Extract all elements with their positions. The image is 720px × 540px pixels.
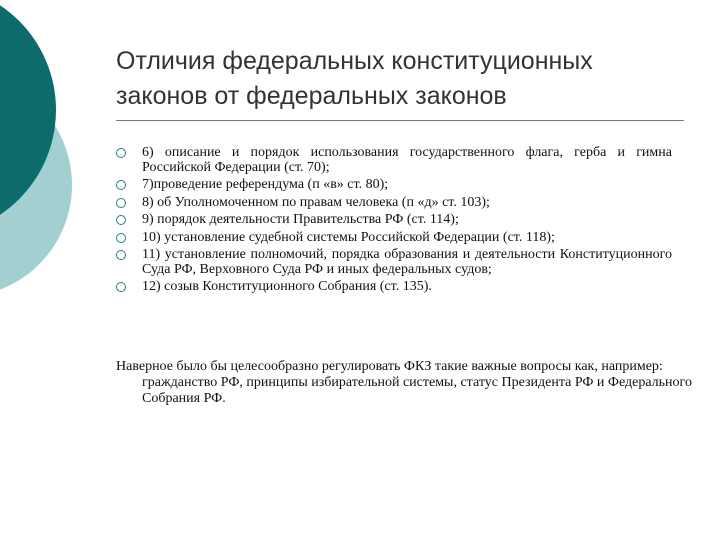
title-divider <box>116 120 684 121</box>
list-item <box>116 248 672 277</box>
decorative-circles <box>0 0 110 290</box>
bullet-list <box>116 146 672 298</box>
ring-bullet-icon <box>116 250 126 260</box>
ring-bullet-icon <box>116 180 126 190</box>
ring-bullet-icon <box>116 282 126 292</box>
list-item-text: 6) описание и порядок использования государственного флага, герба и гимна Российской Федерации (ст. 70); <box>142 145 672 175</box>
list-item <box>116 196 672 211</box>
list-item <box>116 231 672 246</box>
list-item <box>116 280 672 295</box>
ring-bullet-icon <box>116 215 126 225</box>
list-item-text: 12) созыв Конституционного Собрания (ст. 135). <box>142 279 432 294</box>
title-line-2: законов от федеральных законов <box>116 82 507 110</box>
list-item <box>116 146 672 175</box>
list-item-text: 9) порядок деятельности Правительства РФ (ст. 114); <box>142 212 459 227</box>
list-item <box>116 178 672 193</box>
slide-title <box>116 44 686 114</box>
ring-bullet-icon <box>116 148 126 158</box>
ring-bullet-icon <box>116 233 126 243</box>
ring-bullet-icon <box>116 198 126 208</box>
list-item-text: 8) об Уполномоченном по правам человека (п «д» ст. 103); <box>142 194 490 210</box>
title-line-1: Отличия федеральных конституционных <box>116 47 593 75</box>
list-item-text: 10) установление судебной системы Российской Федерации (ст. 118); <box>142 229 555 245</box>
closing-note: Наверное было бы целесообразно регулировать ФКЗ такие важные вопросы как, например: гражданство РФ, принципы избирательной системы, статус Президента РФ и Федерального Собрания РФ. <box>116 359 692 406</box>
list-item <box>116 213 672 228</box>
list-item-text: 11) установление полномочий, порядка образования и деятельности Конституционного Суда РФ, Верховного Суда РФ и иных федеральных судов; <box>142 247 672 277</box>
list-item-text: 7)проведение референдума (п «в» ст. 80); <box>142 177 389 192</box>
